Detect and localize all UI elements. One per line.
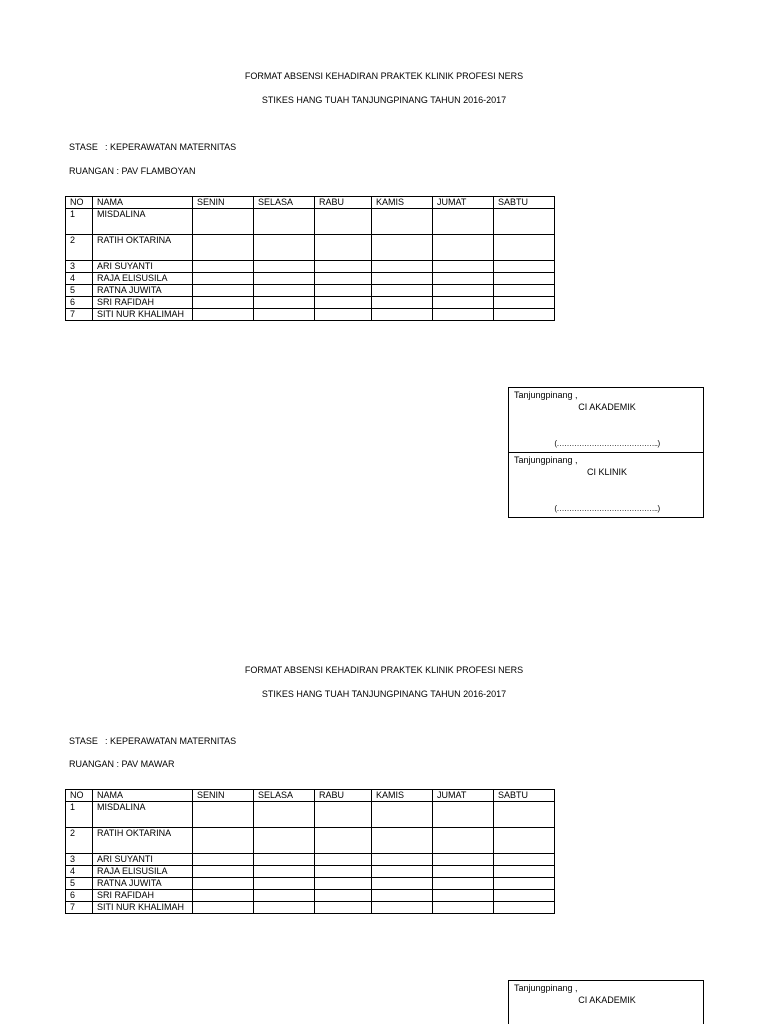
attendance-cell[interactable] — [254, 235, 315, 261]
row-no: 5 — [66, 878, 93, 890]
attendance-cell[interactable] — [254, 854, 315, 866]
stase-label: STASE — [69, 736, 98, 746]
row-no: 6 — [66, 297, 93, 309]
table-header-row — [66, 790, 555, 802]
attendance-cell[interactable] — [315, 297, 372, 309]
col-header-sabtu: SABTU — [494, 197, 555, 209]
attendance-cell[interactable] — [315, 285, 372, 297]
signature-cell-ci-akademik — [509, 388, 703, 452]
col-header-kamis: KAMIS — [372, 197, 433, 209]
form-title: FORMAT ABSENSI KEHADIRAN PRAKTEK KLINIK PROFESI NERS — [244, 71, 524, 81]
attendance-cell[interactable] — [494, 866, 555, 878]
attendance-form-2 — [0, 594, 768, 1024]
attendance-cell[interactable] — [254, 285, 315, 297]
attendance-cell[interactable] — [254, 261, 315, 273]
col-header-jumat: JUMAT — [433, 790, 494, 802]
table-row — [66, 209, 555, 235]
col-header-selasa: SELASA — [254, 790, 315, 802]
table-row — [66, 802, 555, 828]
attendance-cell[interactable] — [372, 235, 433, 261]
row-no: 2 — [66, 235, 93, 261]
signature-role: CI AKADEMIK — [578, 402, 636, 412]
attendance-cell[interactable] — [254, 209, 315, 235]
row-nama: MISDALINA — [93, 209, 193, 235]
signature-role: CI KLINIK — [586, 467, 627, 477]
attendance-cell[interactable] — [433, 309, 494, 321]
form-title: FORMAT ABSENSI KEHADIRAN PRAKTEK KLINIK PROFESI NERS — [244, 665, 524, 675]
attendance-cell[interactable] — [372, 261, 433, 273]
row-no: 4 — [66, 273, 93, 285]
table-header-row — [66, 197, 555, 209]
attendance-cell[interactable] — [433, 902, 494, 914]
attendance-cell[interactable] — [494, 285, 555, 297]
attendance-cell[interactable] — [254, 802, 315, 828]
row-nama: RAJA ELISUSILA — [93, 866, 193, 878]
attendance-cell[interactable] — [494, 802, 555, 828]
attendance-cell[interactable] — [433, 261, 494, 273]
attendance-cell[interactable] — [494, 902, 555, 914]
row-no: 3 — [66, 854, 93, 866]
attendance-cell[interactable] — [372, 285, 433, 297]
row-nama: SRI RAFIDAH — [93, 890, 193, 902]
stase-label: STASE — [69, 142, 98, 152]
attendance-cell[interactable] — [372, 297, 433, 309]
row-nama: SITI NUR KHALIMAH — [93, 902, 193, 914]
table-row — [66, 261, 555, 273]
row-nama: RATIH OKTARINA — [93, 235, 193, 261]
attendance-cell[interactable] — [433, 866, 494, 878]
attendance-cell[interactable] — [433, 273, 494, 285]
row-no: 5 — [66, 285, 93, 297]
attendance-cell[interactable] — [315, 866, 372, 878]
stase-value: : KEPERAWATAN MATERNITAS — [105, 142, 237, 152]
attendance-cell[interactable] — [372, 902, 433, 914]
row-no: 6 — [66, 890, 93, 902]
row-no: 4 — [66, 866, 93, 878]
attendance-cell[interactable] — [433, 297, 494, 309]
table-row — [66, 828, 555, 854]
attendance-cell[interactable] — [254, 902, 315, 914]
table-row — [66, 854, 555, 866]
attendance-cell[interactable] — [315, 890, 372, 902]
signature-box — [508, 980, 704, 1024]
signature-place: Tanjungpinang , — [514, 983, 578, 993]
col-header-jumat: JUMAT — [433, 197, 494, 209]
attendance-cell[interactable] — [193, 828, 254, 854]
signature-cell-ci-akademik — [509, 981, 703, 1024]
row-nama: RATNA JUWITA — [93, 285, 193, 297]
attendance-cell[interactable] — [494, 209, 555, 235]
table-row — [66, 902, 555, 914]
row-no: 3 — [66, 261, 93, 273]
attendance-cell[interactable] — [193, 890, 254, 902]
attendance-cell[interactable] — [494, 854, 555, 866]
attendance-cell[interactable] — [494, 890, 555, 902]
row-nama: SITI NUR KHALIMAH — [93, 309, 193, 321]
stase-line — [69, 736, 236, 746]
attendance-cell[interactable] — [315, 235, 372, 261]
attendance-cell[interactable] — [433, 209, 494, 235]
ruangan-line: RUANGAN : PAV FLAMBOYAN — [69, 166, 196, 176]
signature-box — [508, 387, 704, 518]
table-row — [66, 235, 555, 261]
attendance-cell[interactable] — [193, 878, 254, 890]
signature-place: Tanjungpinang , — [514, 455, 578, 465]
signature-line[interactable]: (…………………………………..) — [554, 439, 660, 448]
attendance-cell[interactable] — [494, 878, 555, 890]
signature-place: Tanjungpinang , — [514, 390, 578, 400]
attendance-cell[interactable] — [315, 273, 372, 285]
attendance-cell[interactable] — [315, 209, 372, 235]
col-header-sabtu: SABTU — [494, 790, 555, 802]
attendance-cell[interactable] — [193, 285, 254, 297]
row-nama: ARI SUYANTI — [93, 854, 193, 866]
row-no: 2 — [66, 828, 93, 854]
row-no: 7 — [66, 902, 93, 914]
attendance-cell[interactable] — [494, 297, 555, 309]
form-subtitle: STIKES HANG TUAH TANJUNGPINANG TAHUN 2016-2017 — [261, 95, 507, 105]
table-row — [66, 273, 555, 285]
form-subtitle: STIKES HANG TUAH TANJUNGPINANG TAHUN 2016-2017 — [261, 689, 507, 699]
signature-line[interactable]: (…………………………………..) — [554, 504, 660, 513]
row-no: 7 — [66, 309, 93, 321]
attendance-cell[interactable] — [372, 209, 433, 235]
attendance-cell[interactable] — [193, 209, 254, 235]
attendance-cell[interactable] — [433, 828, 494, 854]
attendance-cell[interactable] — [494, 235, 555, 261]
attendance-cell[interactable] — [372, 828, 433, 854]
attendance-cell[interactable] — [494, 309, 555, 321]
attendance-cell[interactable] — [433, 802, 494, 828]
attendance-cell[interactable] — [315, 878, 372, 890]
row-nama: RAJA ELISUSILA — [93, 273, 193, 285]
attendance-cell[interactable] — [315, 902, 372, 914]
attendance-cell[interactable] — [254, 866, 315, 878]
attendance-cell[interactable] — [315, 854, 372, 866]
attendance-cell[interactable] — [433, 854, 494, 866]
row-nama: MISDALINA — [93, 802, 193, 828]
attendance-table — [65, 196, 555, 321]
attendance-cell[interactable] — [315, 309, 372, 321]
attendance-cell[interactable] — [433, 285, 494, 297]
signature-cell-ci-klinik — [509, 452, 703, 517]
col-header-no: NO — [66, 790, 93, 802]
attendance-cell[interactable] — [315, 828, 372, 854]
attendance-cell[interactable] — [372, 890, 433, 902]
attendance-cell[interactable] — [433, 235, 494, 261]
col-header-rabu: RABU — [315, 790, 372, 802]
col-header-nama: NAMA — [93, 790, 193, 802]
attendance-cell[interactable] — [254, 890, 315, 902]
attendance-cell[interactable] — [494, 261, 555, 273]
attendance-cell[interactable] — [372, 854, 433, 866]
attendance-cell[interactable] — [254, 828, 315, 854]
col-header-nama: NAMA — [93, 197, 193, 209]
stase-value: : KEPERAWATAN MATERNITAS — [105, 736, 237, 746]
table-row — [66, 890, 555, 902]
row-no: 1 — [66, 209, 93, 235]
attendance-cell[interactable] — [372, 878, 433, 890]
col-header-selasa: SELASA — [254, 197, 315, 209]
attendance-cell[interactable] — [193, 297, 254, 309]
attendance-cell[interactable] — [433, 878, 494, 890]
col-header-senin: SENIN — [193, 197, 254, 209]
table-row — [66, 285, 555, 297]
row-nama: RATIH OKTARINA — [93, 828, 193, 854]
table-row — [66, 309, 555, 321]
attendance-cell[interactable] — [193, 802, 254, 828]
attendance-cell[interactable] — [193, 261, 254, 273]
attendance-cell[interactable] — [494, 273, 555, 285]
table-row — [66, 866, 555, 878]
attendance-cell[interactable] — [193, 902, 254, 914]
row-nama: SRI RAFIDAH — [93, 297, 193, 309]
attendance-cell[interactable] — [372, 802, 433, 828]
row-no: 1 — [66, 802, 93, 828]
signature-role: CI AKADEMIK — [578, 995, 636, 1005]
col-header-rabu: RABU — [315, 197, 372, 209]
attendance-cell[interactable] — [372, 309, 433, 321]
row-nama: RATNA JUWITA — [93, 878, 193, 890]
attendance-cell[interactable] — [254, 878, 315, 890]
attendance-cell[interactable] — [254, 309, 315, 321]
stase-line — [69, 142, 236, 152]
ruangan-line: RUANGAN : PAV MAWAR — [69, 759, 175, 769]
attendance-cell[interactable] — [433, 890, 494, 902]
table-row — [66, 297, 555, 309]
attendance-cell[interactable] — [372, 866, 433, 878]
attendance-cell[interactable] — [193, 273, 254, 285]
attendance-cell[interactable] — [315, 261, 372, 273]
col-header-senin: SENIN — [193, 790, 254, 802]
attendance-cell[interactable] — [254, 297, 315, 309]
attendance-cell[interactable] — [372, 273, 433, 285]
row-nama: ARI SUYANTI — [93, 261, 193, 273]
col-header-no: NO — [66, 197, 93, 209]
attendance-cell[interactable] — [193, 866, 254, 878]
attendance-table — [65, 789, 555, 914]
attendance-cell[interactable] — [315, 802, 372, 828]
attendance-cell[interactable] — [494, 828, 555, 854]
table-row — [66, 878, 555, 890]
attendance-cell[interactable] — [193, 854, 254, 866]
col-header-kamis: KAMIS — [372, 790, 433, 802]
attendance-cell[interactable] — [193, 235, 254, 261]
attendance-cell[interactable] — [193, 309, 254, 321]
attendance-cell[interactable] — [254, 273, 315, 285]
